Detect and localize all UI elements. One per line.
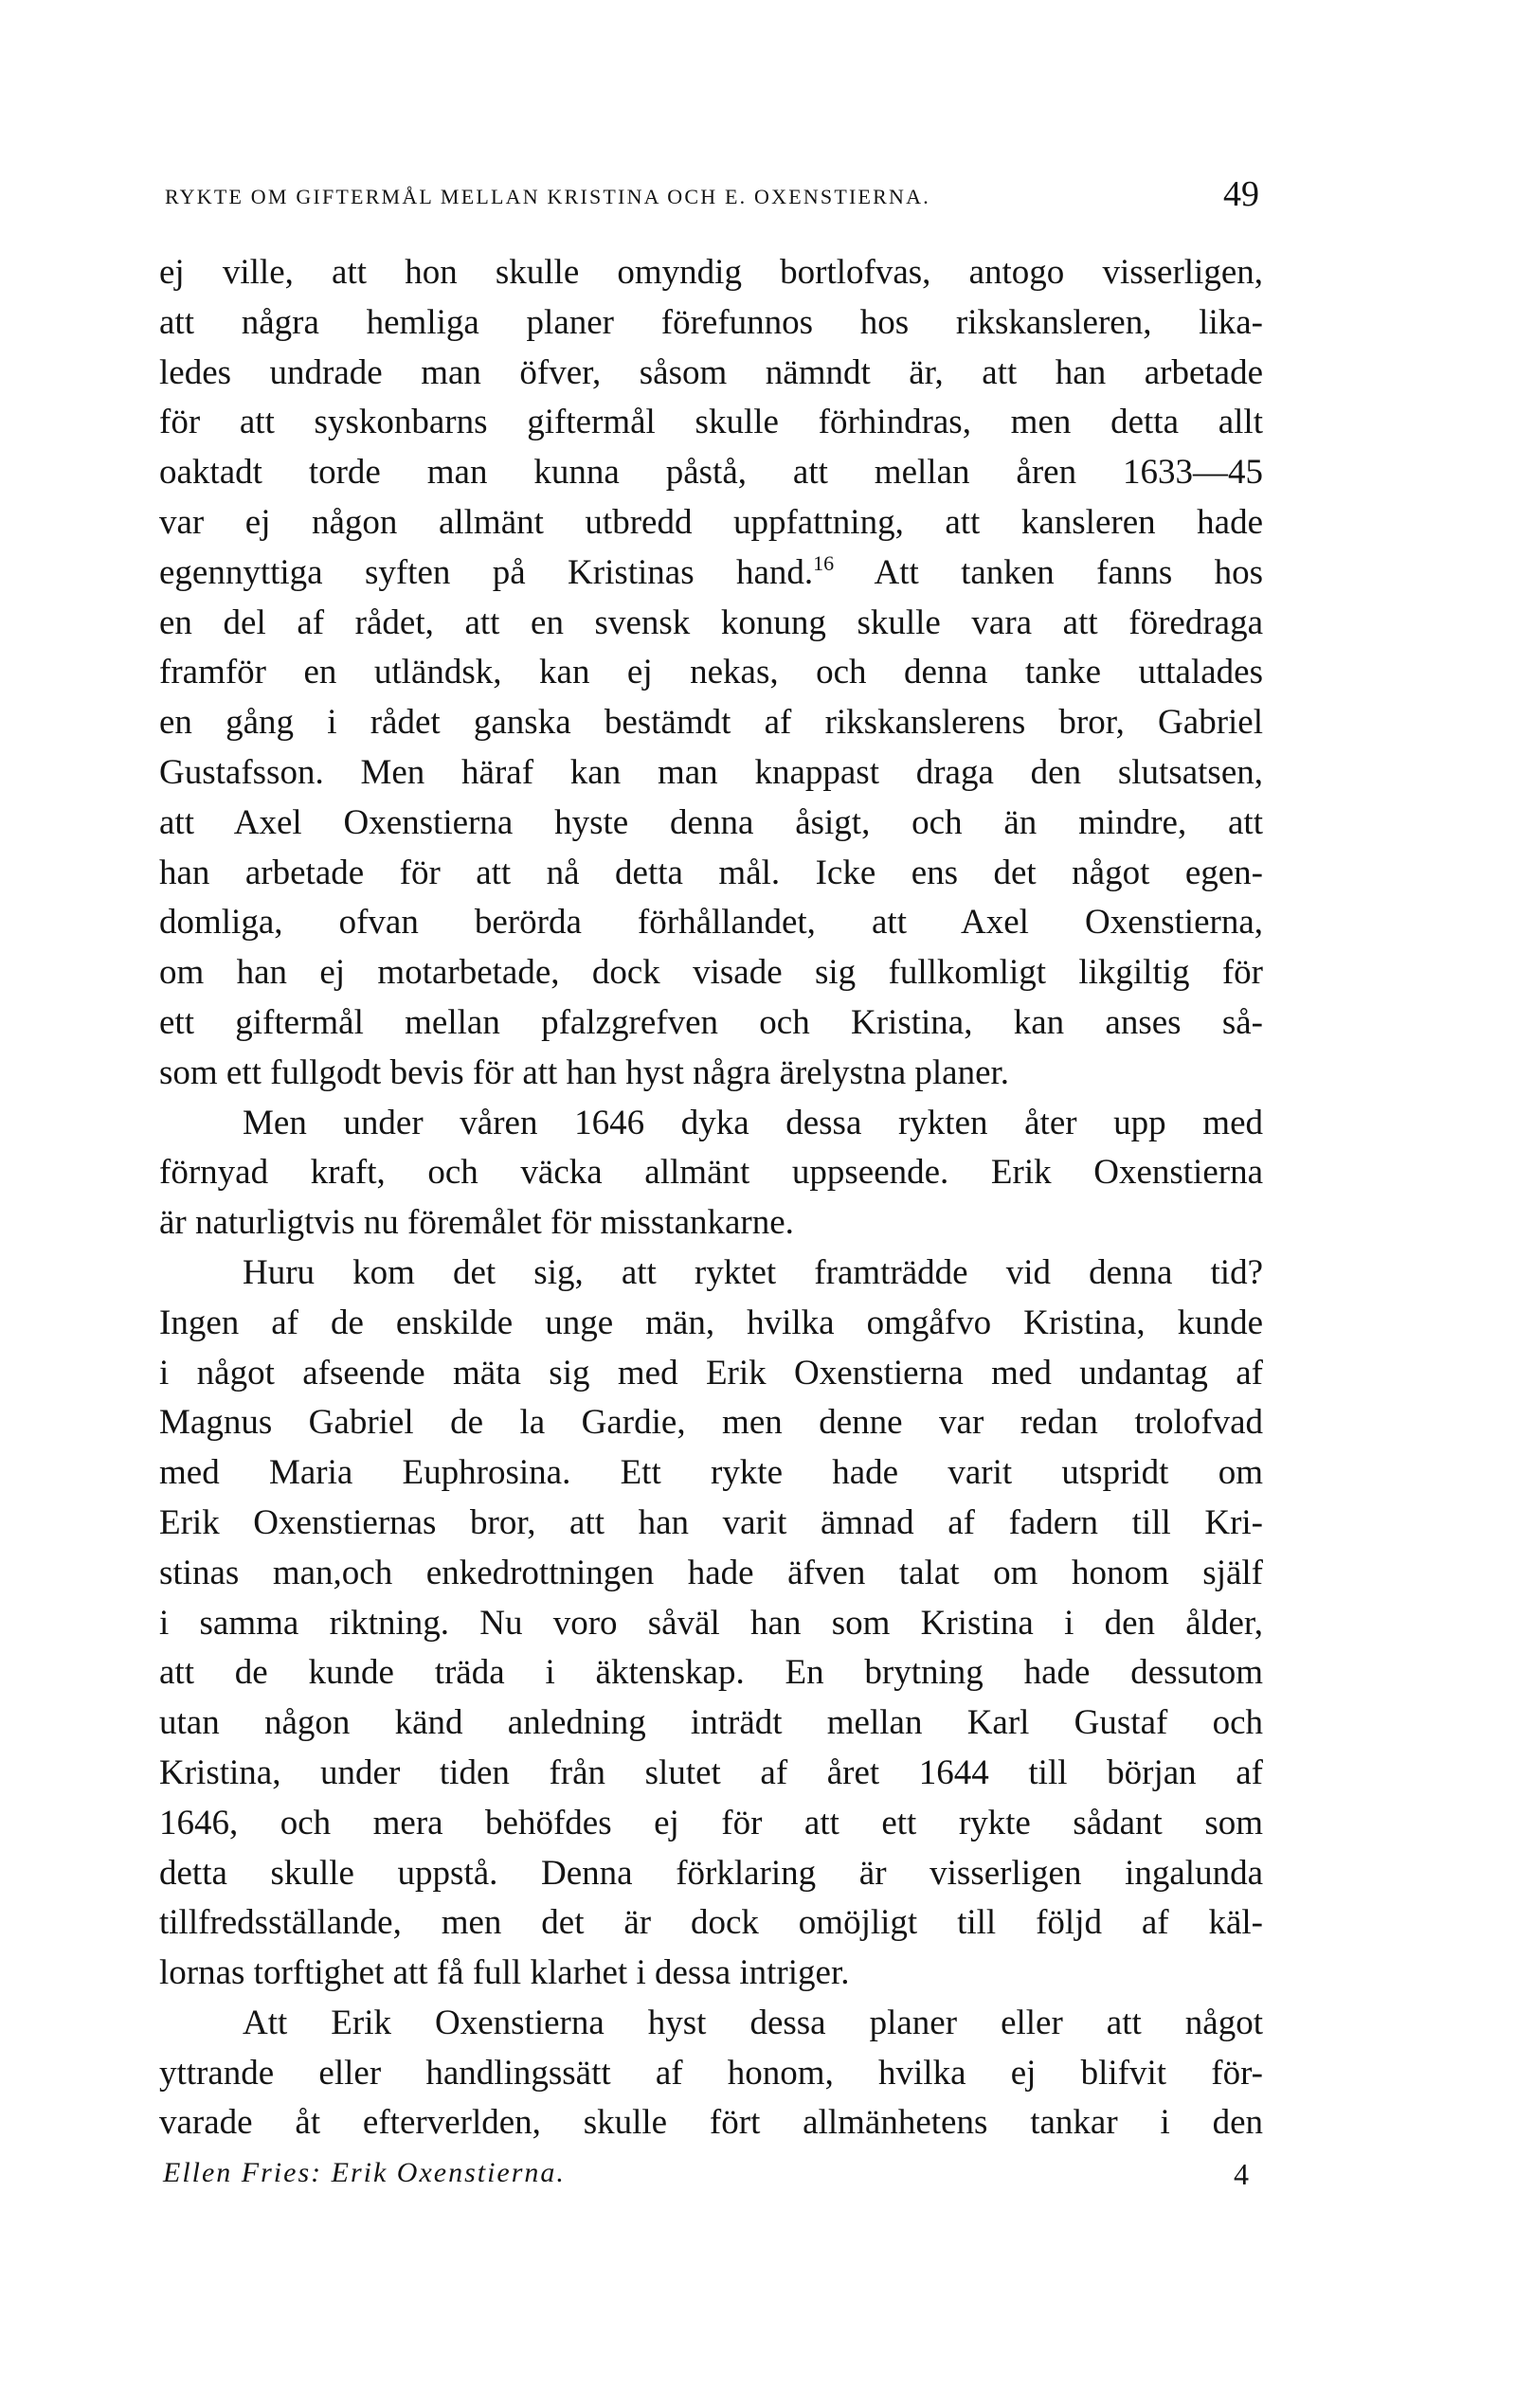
line-text: stinas man,och enkedrottningen hade äfven talat om honom själf bbox=[159, 1553, 1263, 1592]
line-text: tillfredsställande, men det är dock omöjligt till följd af käl- bbox=[159, 1903, 1263, 1943]
text-line bbox=[159, 1448, 1263, 1499]
text-line bbox=[159, 498, 1263, 548]
text-line bbox=[159, 1549, 1263, 1599]
line-text: utan någon känd anledning inträdt mellan Karl Gustaf och bbox=[159, 1703, 1263, 1743]
line-text: att Axel Oxenstierna hyste denna åsigt, och än mindre, att bbox=[159, 802, 1263, 842]
text-line bbox=[159, 998, 1263, 1049]
line-text: egennyttiga syften på Kristinas hand. bbox=[159, 552, 814, 592]
line-text: Ingen af de enskilde unge män, hvilka omgåfvo Kristina, kunde bbox=[159, 1303, 1263, 1342]
text-line bbox=[159, 599, 1263, 649]
text-line bbox=[159, 799, 1263, 849]
text-line bbox=[159, 748, 1263, 799]
line-text: att några hemliga planer förefunnos hos rikskansleren, lika- bbox=[159, 302, 1263, 342]
text-line bbox=[159, 1349, 1263, 1399]
text-line bbox=[159, 349, 1263, 399]
footnote-marker: 16 bbox=[813, 550, 835, 575]
running-head bbox=[165, 173, 1259, 221]
line-text: med Maria Euphrosina. Ett rykte hade varit utspridt om bbox=[159, 1453, 1263, 1493]
text-line bbox=[159, 1099, 1263, 1149]
body-text bbox=[159, 248, 1263, 2148]
running-title: RYKTE OM GIFTERMÅL MELLAN KRISTINA OCH E. OXENSTIERNA. bbox=[165, 185, 930, 208]
text-line bbox=[159, 248, 1263, 298]
page-footer bbox=[163, 2157, 1262, 2204]
line-text: om han ej motarbetade, dock visade sig fullkomligt likgiltig för bbox=[159, 953, 1263, 993]
line-text: lornas torftighet att få full klarhet i dessa intriger. bbox=[159, 1953, 850, 1993]
text-line bbox=[159, 1698, 1263, 1749]
text-line bbox=[159, 398, 1263, 448]
line-text: detta skulle uppstå. Denna förklaring är visserligen ingalunda bbox=[159, 1853, 1263, 1893]
line-text: en gång i rådet ganska bestämdt af rikskanslerens bror, Gabriel bbox=[159, 703, 1263, 743]
line-text: Kristina, under tiden från slutet af året 1644 till början af bbox=[159, 1752, 1263, 1792]
line-text: 1646, och mera behöfdes ej för att ett rykte sådant som bbox=[159, 1803, 1263, 1842]
text-line bbox=[159, 1599, 1263, 1649]
text-line bbox=[159, 1849, 1263, 1899]
line-text: Att Erik Oxenstierna hyst dessa planer eller att något bbox=[243, 2003, 1263, 2042]
line-text: i något afseende mäta sig med Erik Oxenstierna med undantag af bbox=[159, 1353, 1263, 1393]
line-text: var ej någon allmänt utbredd uppfattning, att kansleren hade bbox=[159, 502, 1263, 542]
text-line bbox=[159, 1148, 1263, 1198]
line-text: varade åt efterverlden, skulle fört allmänhetens tankar i den bbox=[159, 2103, 1263, 2143]
line-text: en del af rådet, att en svensk konung skulle vara att föredraga bbox=[159, 602, 1263, 642]
text-line bbox=[159, 698, 1263, 748]
text-line bbox=[159, 648, 1263, 698]
line-text-continued: Att tanken fanns hos bbox=[834, 552, 1263, 592]
line-text: i samma riktning. Nu voro såväl han som Kristina i den ålder, bbox=[159, 1603, 1263, 1643]
line-text: ej ville, att hon skulle omyndig bortlofvas, antogo visserligen, bbox=[159, 253, 1263, 292]
line-text: är naturligtvis nu föremålet för misstankarne. bbox=[159, 1203, 794, 1243]
line-text: han arbetade för att nå detta mål. Icke ens det något egen- bbox=[159, 853, 1263, 892]
text-line bbox=[159, 1299, 1263, 1349]
text-line bbox=[159, 1499, 1263, 1549]
text-line bbox=[159, 1799, 1263, 1849]
line-text: att de kunde träda i äktenskap. En brytning hade dessutom bbox=[159, 1653, 1263, 1693]
text-line bbox=[159, 898, 1263, 948]
page-number: 49 bbox=[1223, 174, 1259, 214]
line-text: Huru kom det sig, att ryktet framträdde vid denna tid? bbox=[243, 1252, 1263, 1292]
line-text: ledes undrade man öfver, såsom nämndt är, att han arbetade bbox=[159, 352, 1263, 392]
text-line bbox=[159, 849, 1263, 899]
line-text: oaktadt torde man kunna påstå, att mellan åren 1633—45 bbox=[159, 453, 1263, 493]
line-text: Gustafsson. Men häraf kan man knappast draga den slutsatsen, bbox=[159, 752, 1263, 792]
text-line bbox=[159, 298, 1263, 349]
text-line bbox=[159, 1749, 1263, 1799]
text-line bbox=[159, 1949, 1263, 1999]
line-text: Men under våren 1646 dyka dessa rykten åter upp med bbox=[243, 1103, 1263, 1142]
text-line bbox=[159, 1898, 1263, 1949]
text-line bbox=[159, 1049, 1263, 1099]
footer-attribution: Ellen Fries: Erik Oxenstierna. bbox=[163, 2157, 566, 2188]
text-line bbox=[159, 448, 1263, 498]
text-line bbox=[159, 1999, 1263, 2049]
line-text: förnyad kraft, och väcka allmänt uppseende. Erik Oxenstierna bbox=[159, 1153, 1263, 1193]
text-line bbox=[159, 2049, 1263, 2099]
line-text: yttrande eller handlingssätt af honom, hvilka ej blifvit för- bbox=[159, 2053, 1263, 2093]
line-text: ett giftermål mellan pfalzgrefven och Kristina, kan anses så- bbox=[159, 1002, 1263, 1042]
text-line bbox=[159, 2098, 1263, 2148]
line-text: Erik Oxenstiernas bror, att han varit ämnad af fadern till Kri- bbox=[159, 1502, 1263, 1542]
text-line bbox=[159, 1398, 1263, 1448]
line-text: för att syskonbarns giftermål skulle förhindras, men detta allt bbox=[159, 403, 1263, 442]
line-text: som ett fullgodt bevis för att han hyst några ärelystna planer. bbox=[159, 1052, 1010, 1092]
text-line bbox=[159, 548, 1263, 599]
line-text: framför en utländsk, kan ej nekas, och denna tanke uttalades bbox=[159, 653, 1263, 692]
line-text: domliga, ofvan berörda förhållandet, att Axel Oxenstierna, bbox=[159, 903, 1263, 943]
text-line bbox=[159, 1648, 1263, 1698]
text-line bbox=[159, 948, 1263, 998]
text-line bbox=[159, 1249, 1263, 1299]
line-text: Magnus Gabriel de la Gardie, men denne var redan trolofvad bbox=[159, 1403, 1263, 1443]
text-line bbox=[159, 1198, 1263, 1249]
signature-mark: 4 bbox=[1234, 2157, 1249, 2191]
